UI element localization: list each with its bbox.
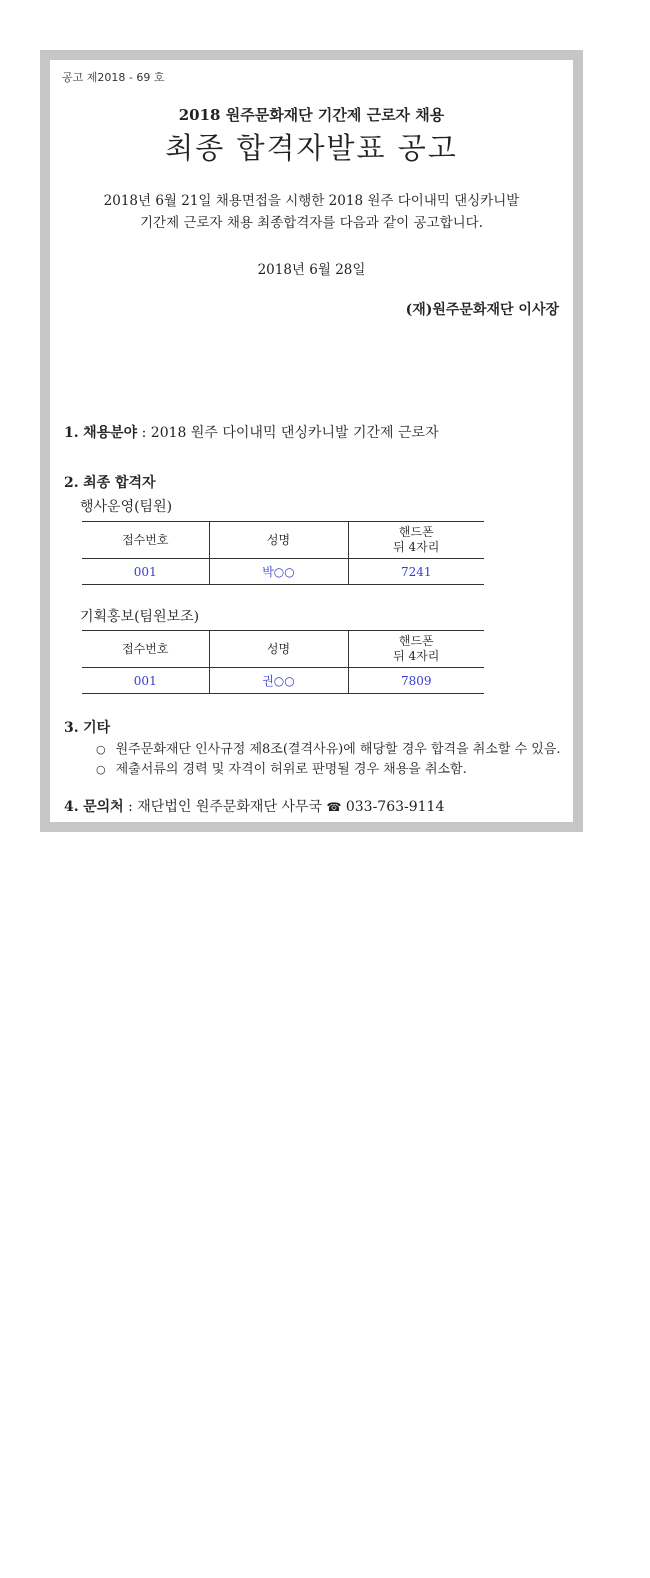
table-row — [82, 668, 484, 694]
intro-line-2: 기간제 근로자 채용 최종합격자를 다음과 같이 공고합니다. — [139, 215, 484, 231]
notice-title: 최종 합격자발표 공고 — [165, 131, 458, 165]
section-heading: 최종 합격자 — [83, 475, 156, 491]
circle-bullet-icon: ○ — [96, 743, 106, 756]
col-header-phone — [348, 631, 484, 668]
section-text: : 2018 원주 다이내믹 댄싱카니발 기간제 근로자 — [137, 425, 439, 441]
results-table-planning-pr — [82, 630, 484, 694]
list-item — [96, 740, 561, 760]
cell-receipt-number: 001 — [82, 668, 209, 694]
col-header-phone-line1: 핸드폰 — [398, 634, 434, 648]
section-heading: 문의처 — [83, 799, 124, 815]
section-number: 4. — [64, 799, 79, 815]
cell-name: 권○○ — [209, 668, 348, 694]
section-number: 3. — [64, 720, 79, 736]
col-header-name: 성명 — [209, 631, 348, 668]
notice-subtitle: 2018 원주문화재단 기간제 근로자 채용 — [178, 106, 445, 124]
col-header-phone — [348, 522, 484, 559]
intro-text — [50, 190, 573, 234]
table-row — [82, 559, 484, 585]
contact-phone: 033-763-9114 — [341, 799, 445, 815]
cell-name: 박○○ — [209, 559, 348, 585]
list-item — [96, 760, 561, 780]
etc-notes — [96, 740, 561, 780]
list-item-text: 제출서류의 경력 및 자격이 허위로 판명될 경우 채용을 취소함. — [115, 762, 467, 777]
col-header-name: 성명 — [209, 522, 348, 559]
section-final-successful — [64, 472, 156, 492]
section-heading: 기타 — [83, 720, 111, 736]
table-header-row — [82, 631, 484, 668]
section-recruitment-field — [64, 422, 439, 442]
section-number: 2. — [64, 475, 79, 491]
intro-line-1: 2018년 6월 21일 채용면접을 시행한 2018 원주 다이내믹 댄싱카니발 — [103, 193, 520, 209]
col-header-receipt-number: 접수번호 — [82, 631, 209, 668]
cell-receipt-number: 001 — [82, 559, 209, 585]
notice-frame — [40, 50, 583, 832]
circle-bullet-icon: ○ — [96, 763, 106, 776]
table-header-row — [82, 522, 484, 559]
col-header-receipt-number: 접수번호 — [82, 522, 209, 559]
notice-number: 공고 제2018 - 69 호 — [62, 71, 165, 84]
section-heading: 채용분야 — [83, 425, 138, 441]
notice-signer: (재)원주문화재단 이사장 — [405, 302, 559, 318]
group-label-event-ops: 행사운영(팀원) — [80, 499, 173, 515]
section-number: 1. — [64, 425, 79, 441]
col-header-phone-line1: 핸드폰 — [398, 525, 434, 539]
phone-icon: ☎ — [326, 800, 342, 814]
col-header-phone-line2: 뒤 4자리 — [393, 540, 440, 554]
section-etc — [64, 717, 110, 737]
notice-date: 2018년 6월 28일 — [257, 262, 366, 278]
list-item-text: 원주문화재단 인사규정 제8조(결격사유)에 해당할 경우 합격을 취소할 수 있음. — [115, 742, 561, 757]
contact-text: : 재단법인 원주문화재단 사무국 — [123, 799, 327, 815]
cell-phone-last4: 7241 — [348, 559, 484, 585]
col-header-phone-line2: 뒤 4자리 — [393, 649, 440, 663]
notice-paper — [50, 60, 573, 822]
section-contact — [64, 796, 444, 816]
group-label-planning-pr: 기획홍보(팀원보조) — [80, 609, 200, 625]
results-table-event-ops — [82, 521, 484, 585]
cell-phone-last4: 7809 — [348, 668, 484, 694]
